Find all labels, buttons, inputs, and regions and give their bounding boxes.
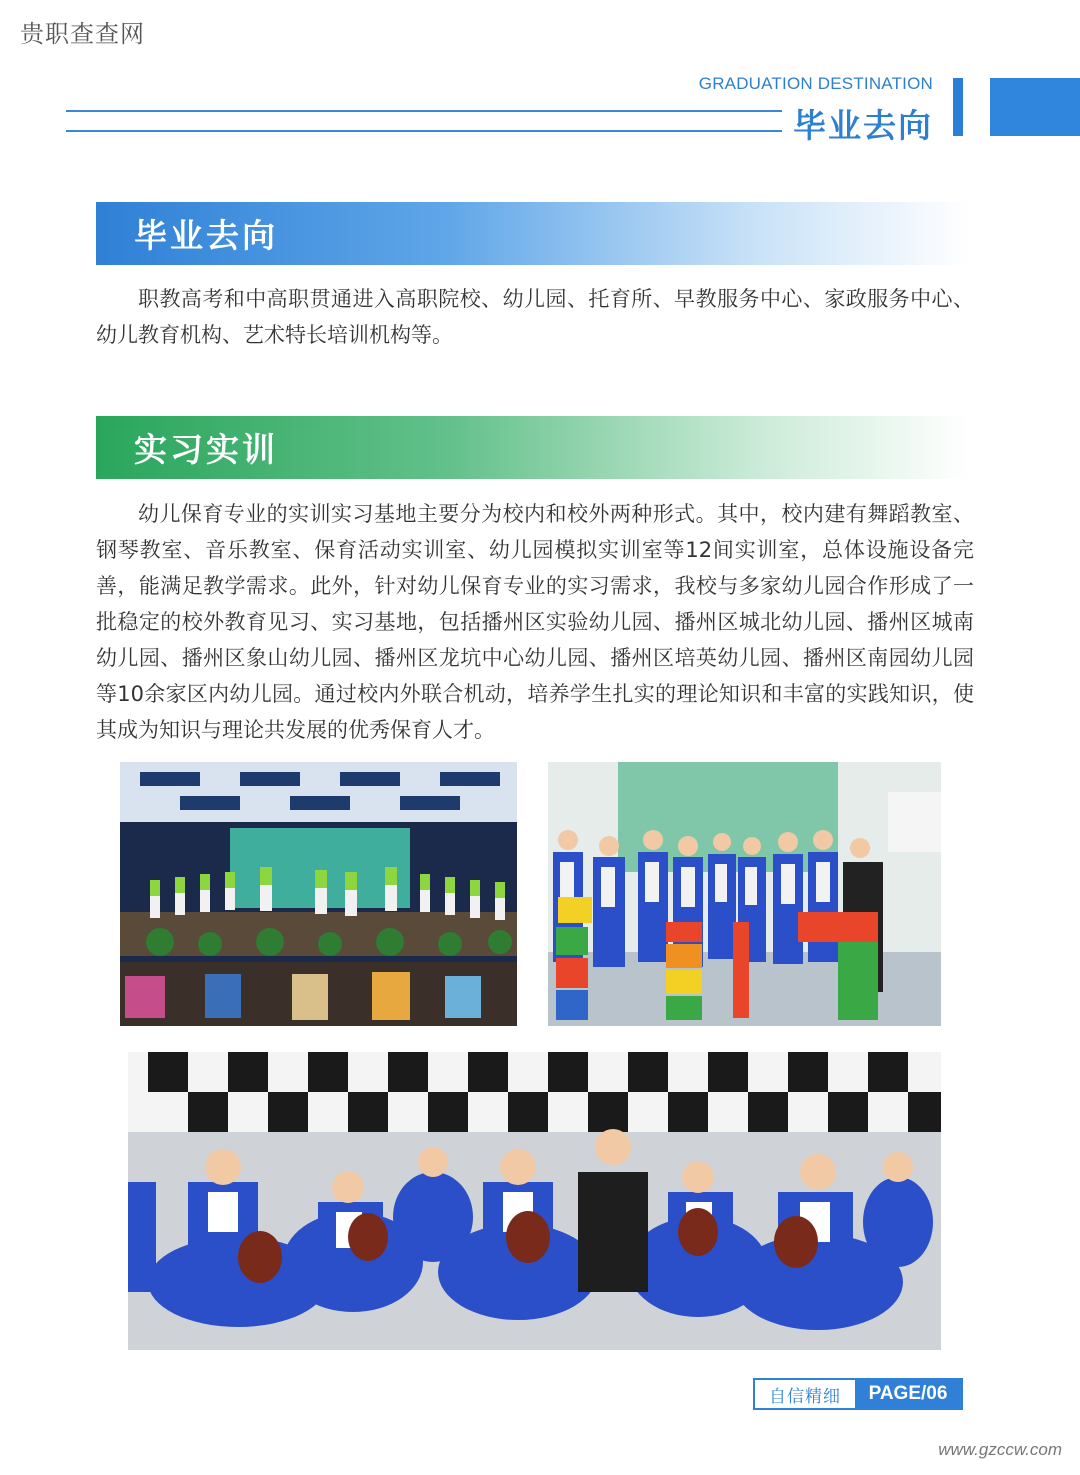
section-banner-graduation xyxy=(96,202,970,265)
section-text-graduation: 职教高考和中高职贯通进入高职院校、幼儿园、托育所、早教服务中心、家政服务中心、幼儿教育机构、艺术特长培训机构等。 xyxy=(96,287,974,347)
watermark-site-name: 贵职查查网 xyxy=(20,20,145,48)
section-heading-graduation: 毕业去向 xyxy=(134,216,278,255)
header-rule-top xyxy=(66,110,782,112)
header-accent-bar xyxy=(953,78,963,136)
section-banner-internship xyxy=(96,416,970,479)
section-heading-internship: 实习实训 xyxy=(134,430,278,469)
photo-blocks-classroom xyxy=(548,762,941,1026)
header-title-cn: 毕业去向 xyxy=(793,106,933,145)
watermark-url: www.gzccw.com xyxy=(938,1440,1062,1459)
header-rule-bottom xyxy=(66,130,782,132)
photo-drum-class xyxy=(128,1052,941,1350)
section-text-internship: 幼儿保育专业的实训实习基地主要分为校内和校外两种形式。其中，校内建有舞蹈教室、钢琴教室、音乐教室、保育活动实训室、幼儿园模拟实训室等12间实训室，总体设施设备完善，能满足教学需求。此外，针对幼儿保育专业的实习需求，我校与多家幼儿园合作形成了一批稳定的校外教育见习、实习基地，包括播州区实验幼儿园、播州区城北幼儿园、播州区城南幼儿园、播州区象山幼儿园、播州区龙坑中心幼儿园、播州区培英幼儿园、播州区南园幼儿园等10余家区内幼儿园。通过校内外联合机动，培养学生扎实的理论知识和丰富的实践知识，使其成为知识与理论共发展的优秀保育人才。 xyxy=(96,502,974,742)
footer-page-badge xyxy=(753,1378,963,1410)
header-title-en: GRADUATION DESTINATION xyxy=(698,74,933,93)
footer-motto: 自信精细 xyxy=(769,1386,841,1407)
footer-page-number: PAGE/06 xyxy=(855,1380,961,1408)
header-corner-block xyxy=(990,78,1080,136)
photo-stage-performance xyxy=(120,762,517,1026)
